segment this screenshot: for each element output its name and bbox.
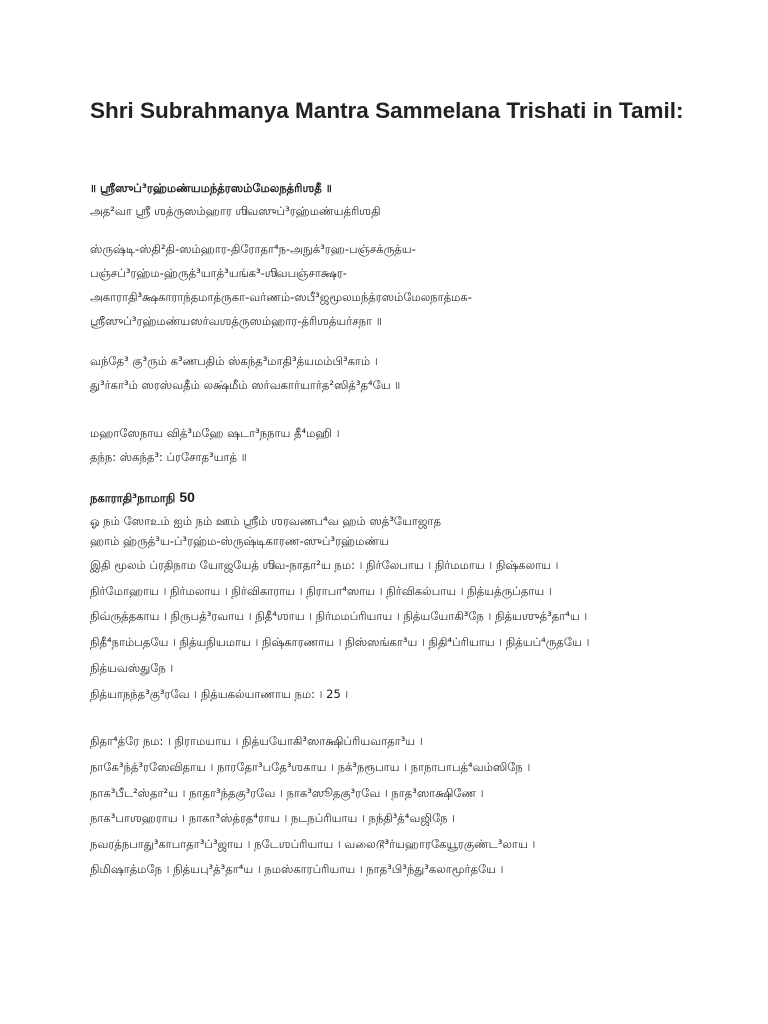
- text-line: நிதா⁴த்ரே நம: । நிராமயாய । நித்யயோகி³ஸாக்ஷிப்ரியவாதா³ய ।: [90, 734, 423, 748]
- intro-line: அத²வா ஶ்ரீ ஶத்ருஸம்ஹார ஶிவஸுப்³ரஹ்மண்யத்ரிஶதி: [90, 204, 381, 218]
- text-line: ஶ்ரீஸுப்³ரஹ்மண்யஸர்வஶத்ருஸம்ஹார-த்ரிஶத்யர்சநா ॥: [90, 314, 382, 328]
- section-heading: [90, 489, 690, 506]
- text-line: நவரத்நபாது³காபாதா³ப்³ஜாய । நடேஶப்ரியாய । வலைடூ³ர்யஹாரகேயூரகுண்ட³லாய ।: [90, 837, 536, 851]
- text-line: ஓ நம் ஸோஉம் ஐம் நம் ஊம் ஶ்ரீம் ஶரவணப⁴வ ஹம் ஸத்³யோஜாத: [90, 514, 441, 528]
- text-line: நிர்மோஹாய । நிர்மலாய । நிர்விகாராய । நிராபா⁴ஸாய । நிர்விகல்பாய । நித்யத்ருப்தாய ।: [90, 584, 552, 598]
- text-line: நாக³பீட²ஸ்தா²ய । நாதா³ந்தகு³ரவே । நாக³ஸூதகு³ரவே । நாத³ஸாக்ஷிணே ।: [90, 786, 484, 800]
- text-line: நிதீ⁴நாம்பதயே । நித்யநியமாய । நிஷ்காரணாய । நிஸ்ஸங்கா³ய । நிதி⁴ப்ரியாய । நித்யப்⁴ருதயே ।: [90, 635, 590, 649]
- text-line: தந்ந: ஸ்கந்த³: ப்ரசோத³யாத் ॥: [90, 450, 247, 464]
- text-line: நாகே³ந்த்³ரஸேவிதாய । நாரதோ³பதே³ஶகாய । நக்³நரூபாய । நாநாபாபத்⁴வம்ஸிநே ।: [90, 760, 531, 774]
- text-line: பஞ்சப்³ரஹ்ம-ஹ்ருத்³யாத்³யங்க³-ஶிவபஞ்சாக்ஷர-: [90, 266, 347, 280]
- page-title: Shri Subrahmanya Mantra Sammelana Trishati in Tamil:: [90, 98, 684, 123]
- text-line: ஹாம் ஹ்ருத்³ய-ப்³ரஹ்ம-ஸ்ருஷ்டிகாரண-ஸுப்³ரஹ்மண்ய: [90, 534, 389, 548]
- section-heading-text: நகாராதி³நாமாநி: [90, 491, 176, 505]
- stotra-heading: ॥ ஶ்ரீஸுப்³ரஹ்மண்யமந்த்ரஸம்மேலநத்ரிஶதீ ॥: [90, 181, 332, 195]
- text-line: இதி மூலம் ப்ரதிநாம யோஜயேத் ஶிவ-நாதா²ய நம: । நிர்லேபாய । நிர்மமாய । நிஷ்கலாய ।: [90, 558, 559, 572]
- text-line: ஸ்ருஷ்டி-ஸ்தி²தி-ஸம்ஹார-திரோதா⁴ந-அநுக்³ரஹ-பஞ்சக்ருத்ய-: [90, 242, 416, 256]
- text-line: நாக³பாஶஹராய । நாகா³ஸ்த்ரத⁴ராய । நடநப்ரியாய । நந்தி³த்⁴வஜிநே ।: [90, 811, 456, 825]
- section-heading-count: 50: [179, 489, 195, 505]
- text-line: மஹாஸேநாய வித்³மஹே ஷடா³நநாய தீ⁴மஹி ।: [90, 426, 340, 440]
- text-line: நிவ்ருத்தகாய । நிருபத்³ரவாய । நிதீ⁴ஶாய । நிர்மமப்ரியாய । நித்யயோகி³நே । நித்யஶுத்³தா⁴ய ।: [90, 609, 588, 623]
- text-line: து³ர்கா³ம் ஸரஸ்வதீம் லக்ஷ்மீம் ஸர்வகார்யார்த²ஸித்³த⁴யே ॥: [90, 378, 401, 392]
- text-line: அகாராதி³க்ஷகாராந்தமாத்ருகா-வர்ணம்-ஸபீ³ஜமூலமந்த்ரஸம்மேலநாத்மக-: [90, 290, 472, 304]
- text-line: நிமிஷாத்மநே । நித்யபு³த்³தா⁴ய । நமஸ்காரப்ரியாய । நாத³பி³ந்து³கலாமூர்தயே ।: [90, 862, 504, 876]
- text-line: நித்யவஸ்துநே ।: [90, 661, 174, 675]
- text-line: வந்தே³ கு³ரும் க³ணபதிம் ஸ்கந்த³மாதி³த்யமம்பி³காம் ।: [90, 354, 378, 368]
- text-line: நித்யாநந்த³கு³ரவே । நித்யகல்யாணாய நம: । 25 ।: [90, 687, 349, 701]
